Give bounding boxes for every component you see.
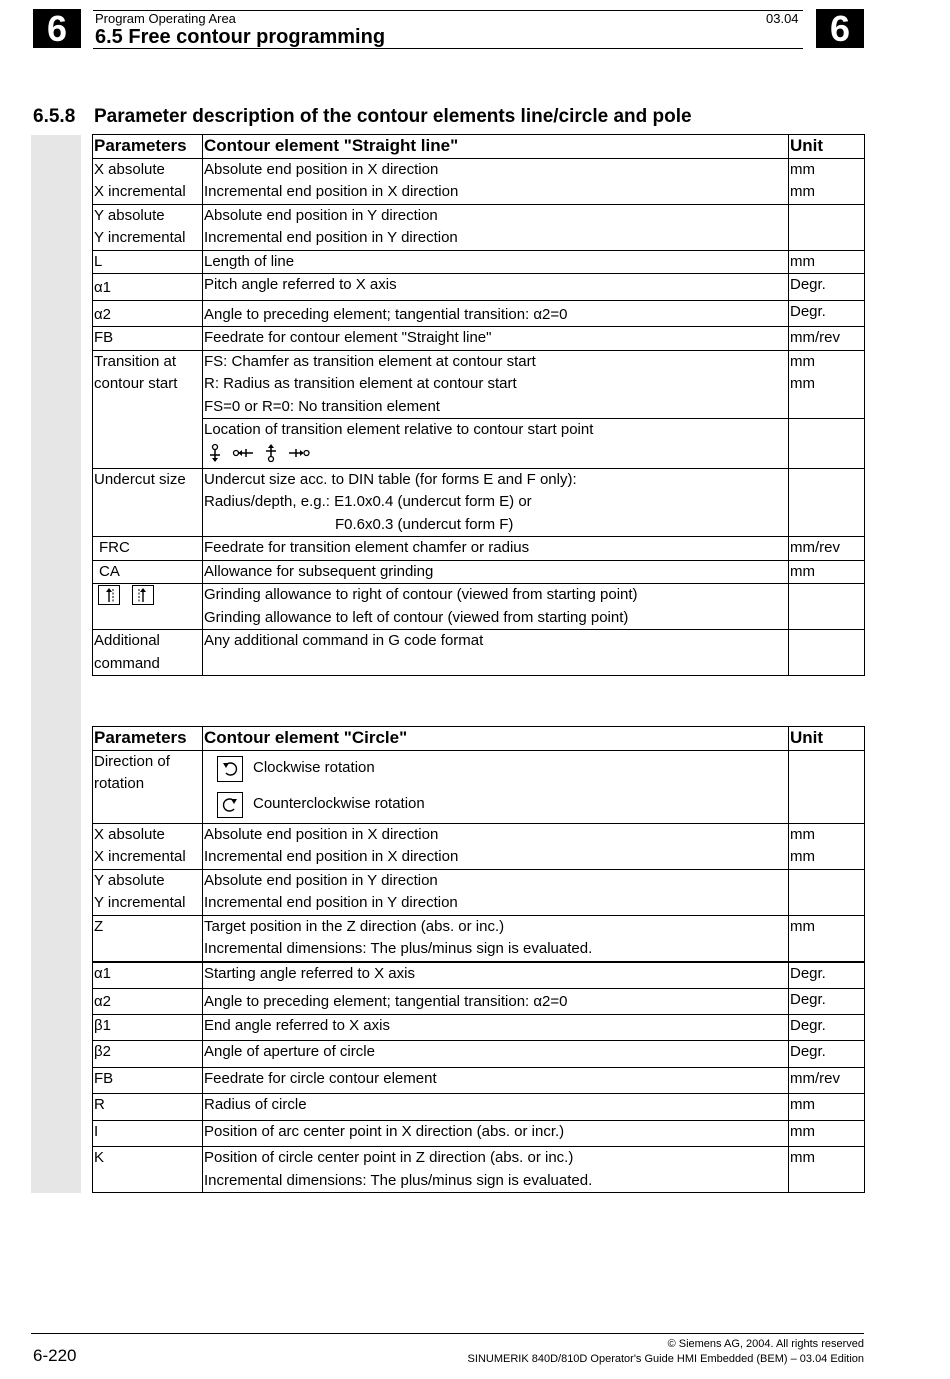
- desc-undercut-line1: Undercut size acc. to DIN table (for forms E and F only):: [204, 470, 577, 488]
- table-row: [93, 1147, 865, 1193]
- header-parameters: Parameters: [93, 727, 203, 751]
- desc-k: Position of circle center point in Z direction (abs. or inc.): [204, 1149, 574, 1166]
- chapter-badge-left: 6: [33, 9, 81, 48]
- table-row: [93, 204, 865, 250]
- table-row: [93, 250, 865, 274]
- footer-rule: [31, 1333, 864, 1334]
- table-row: [93, 1094, 865, 1121]
- unit-r: mm: [789, 1094, 865, 1121]
- param-alpha2: α2: [93, 300, 203, 327]
- desc-k-note: Incremental dimensions: The plus/minus sign is evaluated.: [204, 1171, 593, 1189]
- param-undercut: Undercut size: [93, 468, 203, 537]
- unit-alpha2: Degr.: [789, 300, 865, 327]
- desc-fb: Feedrate for contour element "Straight line": [203, 327, 789, 351]
- unit-alpha1: Degr.: [789, 962, 865, 989]
- table-row: [93, 274, 865, 301]
- unit-frc: mm/rev: [789, 537, 865, 561]
- transition-left-icon: [232, 444, 254, 462]
- transition-right-icon: [288, 444, 310, 462]
- param-l: L: [93, 250, 203, 274]
- desc-alpha1: Starting angle referred to X axis: [203, 962, 789, 989]
- desc-alpha1: Pitch angle referred to X axis: [203, 274, 789, 301]
- desc-alpha2: Angle to preceding element; tangential transition: α2=0: [203, 300, 789, 327]
- desc-x-incremental: Incremental end position in X direction: [204, 183, 459, 200]
- transition-below-icon: [208, 444, 222, 462]
- desc-alpha2: Angle to preceding element; tangential transition: α2=0: [203, 989, 789, 1015]
- param-direction-line2: rotation: [94, 775, 145, 792]
- counterclockwise-icon: [217, 792, 243, 818]
- param-transition: [93, 350, 203, 468]
- table-row: [93, 823, 865, 869]
- label-counterclockwise: Counterclockwise rotation: [253, 795, 425, 813]
- table-row: [93, 300, 865, 327]
- desc-frc: Feedrate for transition element chamfer or radius: [203, 537, 789, 561]
- param-fb: FB: [93, 327, 203, 351]
- table-row: [93, 750, 865, 823]
- unit-k: mm: [789, 1147, 865, 1193]
- param-k: K: [93, 1147, 203, 1193]
- grind-right-icon: [98, 585, 120, 605]
- desc-undercut-line2: Radius/depth, e.g.: E1.0x0.4 (undercut form E) or: [204, 493, 532, 510]
- section-number: 6.5.8: [33, 106, 76, 127]
- param-additional-line1: Additional: [94, 632, 160, 649]
- rotation-ccw-line: [217, 787, 787, 823]
- unit-i: mm: [789, 1120, 865, 1147]
- unit-x-incremental: mm: [790, 183, 815, 200]
- desc-x-incremental: Incremental end position in X direction: [204, 848, 459, 865]
- desc-i: Position of arc center point in X direction (abs. or incr.): [203, 1120, 789, 1147]
- table-row: [93, 537, 865, 561]
- unit-alpha2: Degr.: [789, 989, 865, 1015]
- param-z: Z: [93, 915, 203, 962]
- param-x-absolute: X absolute: [94, 160, 165, 178]
- table-row: [93, 560, 865, 584]
- grind-left-icon: [132, 585, 154, 605]
- param-alpha2: α2: [93, 989, 203, 1015]
- footer-copyright: © Siemens AG, 2004. All rights reserved: [667, 1338, 864, 1350]
- header-unit: Unit: [789, 135, 865, 159]
- param-r: R: [93, 1094, 203, 1121]
- page-number: 6-220: [33, 1346, 77, 1365]
- param-direction-line1: Direction of: [94, 752, 170, 770]
- header-area-label: Program Operating Area: [95, 11, 236, 26]
- transition-above-icon: [264, 444, 278, 462]
- desc-z-note: Incremental dimensions: The plus/minus sign is evaluated.: [204, 940, 593, 957]
- label-clockwise: Clockwise rotation: [253, 759, 375, 777]
- unit-beta1: Degr.: [789, 1014, 865, 1041]
- table-row: [93, 915, 865, 962]
- param-y-incremental: Y incremental: [94, 894, 186, 911]
- desc-ca: Allowance for subsequent grinding: [203, 560, 789, 584]
- unit-fb: mm/rev: [789, 1067, 865, 1094]
- desc-beta1: End angle referred to X axis: [203, 1014, 789, 1041]
- header-unit: Unit: [789, 727, 865, 751]
- param-ca: CA: [93, 560, 203, 584]
- table-row: [93, 1014, 865, 1041]
- table-header-row: [93, 727, 865, 751]
- desc-location: Location of transition element relative to contour start point: [204, 421, 594, 438]
- param-additional-line2: command: [94, 654, 160, 672]
- table-row: [93, 1120, 865, 1147]
- margin-bar: [31, 135, 81, 1193]
- table-row: [93, 419, 865, 469]
- table-row: [93, 630, 865, 676]
- section-title: Parameter description of the contour elements line/circle and pole: [94, 106, 692, 127]
- table-row: [93, 869, 865, 915]
- table-row: [93, 962, 865, 989]
- header-contour-element: Contour element "Straight line": [203, 135, 789, 159]
- param-beta2: β2: [93, 1041, 203, 1068]
- unit-beta2: Degr.: [789, 1041, 865, 1068]
- unit-x-absolute: mm: [790, 825, 815, 843]
- section-heading: [33, 106, 692, 128]
- unit-ca: mm: [789, 560, 865, 584]
- table-row: [93, 350, 865, 419]
- desc-y-absolute: Absolute end position in Y direction: [204, 206, 438, 224]
- param-alpha1: α1: [93, 962, 203, 989]
- desc-additional: Any additional command in G code format: [203, 630, 789, 676]
- table-row: [93, 584, 865, 630]
- param-alpha1: α1: [93, 274, 203, 301]
- desc-grind-right: Grinding allowance to right of contour (viewed from starting point): [204, 586, 638, 603]
- table-row: [93, 158, 865, 204]
- desc-x-absolute: Absolute end position in X direction: [204, 160, 439, 178]
- table-row: [93, 1041, 865, 1068]
- unit-transition-r: mm: [790, 375, 815, 392]
- desc-y-incremental: Incremental end position in Y direction: [204, 229, 458, 246]
- table-row: [93, 989, 865, 1015]
- param-frc: FRC: [93, 537, 203, 561]
- param-x-incremental: X incremental: [94, 183, 186, 200]
- param-y-absolute: Y absolute: [94, 206, 165, 224]
- desc-y-absolute: Absolute end position in Y direction: [204, 871, 438, 889]
- desc-l: Length of line: [203, 250, 789, 274]
- unit-z: mm: [789, 915, 865, 962]
- clockwise-icon: [217, 756, 243, 782]
- unit-l: mm: [789, 250, 865, 274]
- table-row: [93, 468, 865, 537]
- param-i: I: [93, 1120, 203, 1147]
- param-x-incremental: X incremental: [94, 848, 186, 865]
- table-row: [93, 1067, 865, 1094]
- desc-z: Target position in the Z direction (abs. or inc.): [204, 917, 505, 935]
- param-y-incremental: Y incremental: [94, 229, 186, 246]
- table-header-row: [93, 135, 865, 159]
- circle-table: [92, 726, 865, 1193]
- header-date: 03.04: [766, 11, 799, 26]
- table-row: [93, 327, 865, 351]
- desc-transition-fs: FS: Chamfer as transition element at contour start: [204, 352, 536, 370]
- unit-transition-fs: mm: [790, 352, 815, 370]
- header-parameters: Parameters: [93, 135, 203, 159]
- desc-transition-r: R: Radius as transition element at contour start: [204, 375, 517, 392]
- desc-transition-none: FS=0 or R=0: No transition element: [204, 397, 440, 415]
- desc-grind-left: Grinding allowance to left of contour (viewed from starting point): [204, 608, 629, 626]
- desc-x-absolute: Absolute end position in X direction: [204, 825, 439, 843]
- desc-r: Radius of circle: [203, 1094, 789, 1121]
- desc-y-incremental: Incremental end position in Y direction: [204, 894, 458, 911]
- page-title: 6.5 Free contour programming: [95, 26, 386, 48]
- chapter-badge-right: 6: [816, 9, 864, 48]
- unit-fb: mm/rev: [789, 327, 865, 351]
- param-transition-line1: Transition at: [94, 352, 176, 370]
- unit-alpha1: Degr.: [789, 274, 865, 301]
- param-fb: FB: [93, 1067, 203, 1094]
- param-y-absolute: Y absolute: [94, 871, 165, 889]
- header-contour-element: Contour element "Circle": [203, 727, 789, 751]
- location-icon-row: [204, 442, 787, 468]
- footer-edition: SINUMERIK 840D/810D Operator's Guide HMI Embedded (BEM) – 03.04 Edition: [467, 1353, 864, 1365]
- desc-beta2: Angle of aperture of circle: [203, 1041, 789, 1068]
- unit-x-absolute: mm: [790, 160, 815, 178]
- unit-x-incremental: mm: [790, 848, 815, 865]
- straight-line-table: [92, 134, 865, 676]
- desc-undercut-line3: F0.6x0.3 (undercut form F): [335, 515, 514, 533]
- param-transition-line2: contour start: [94, 375, 178, 392]
- rotation-cw-line: [217, 751, 787, 787]
- param-beta1: β1: [93, 1014, 203, 1041]
- desc-fb: Feedrate for circle contour element: [203, 1067, 789, 1094]
- param-x-absolute: X absolute: [94, 825, 165, 843]
